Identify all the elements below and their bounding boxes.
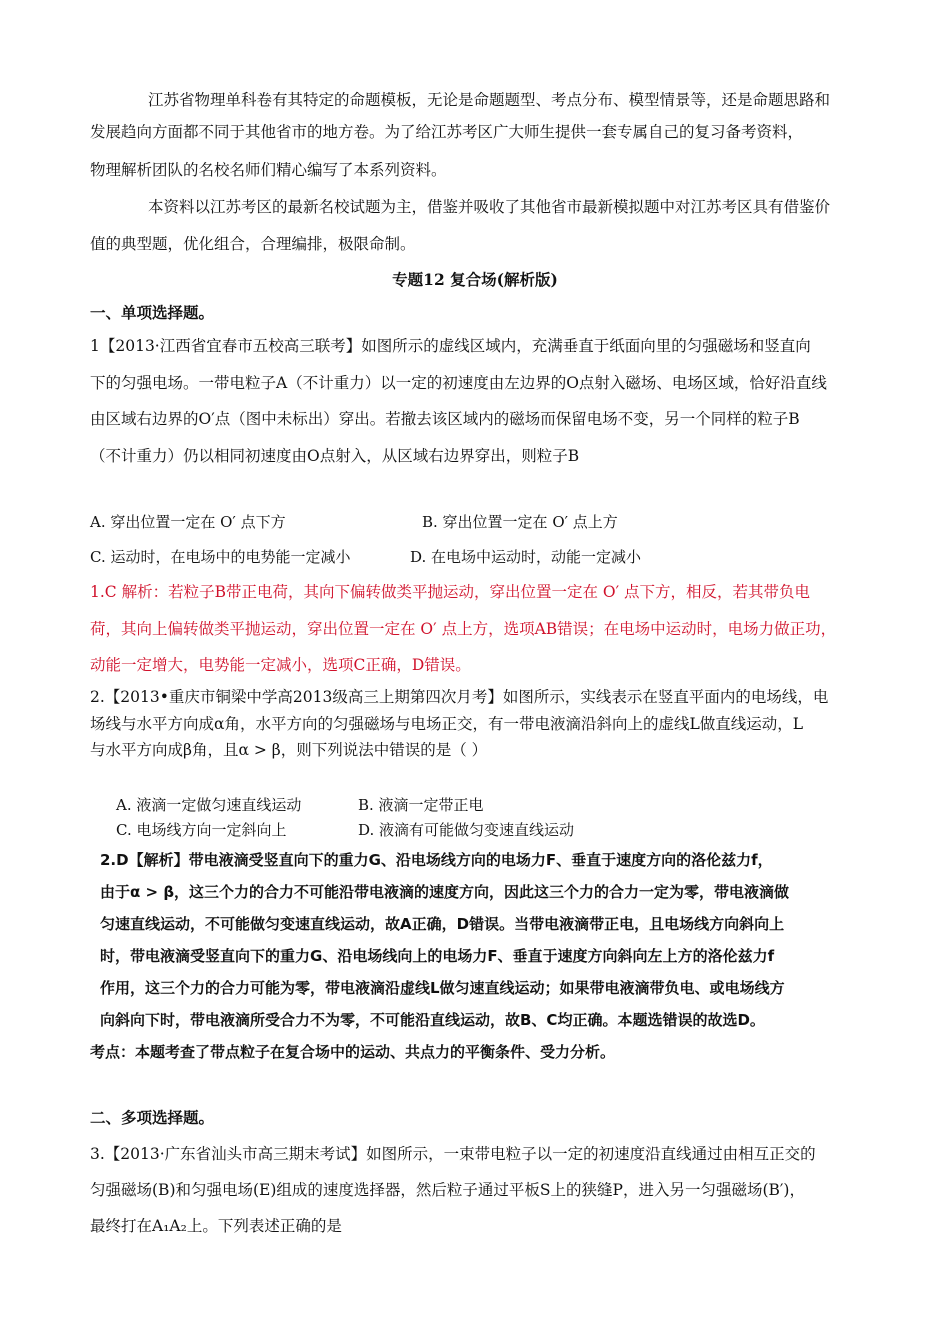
question-1-answer-line: 荷，其向上偏转做类平抛运动，穿出位置一定在 O′ 点上方，选项AB错误；在电场中运动时，电场力做正功， bbox=[90, 620, 837, 638]
question-2-option-a: A. 液滴一定做匀速直线运动 bbox=[116, 796, 302, 814]
question-2-line: 与水平方向成β角，且α > β，则下列说法中错误的是（ ） bbox=[90, 741, 488, 759]
question-3-line: 匀强磁场(B)和匀强电场(E)组成的速度选择器，然后粒子通过平板S上的狭缝P，进入另一匀强磁场(B′)， bbox=[90, 1181, 805, 1199]
intro-line: 值的典型题，优化组合，合理编排，极限命制。 bbox=[90, 235, 416, 253]
question-1-option-b: B. 穿出位置一定在 O′ 点上方 bbox=[422, 513, 618, 531]
intro-line: 物理解析团队的名校名师们精心编写了本系列资料。 bbox=[90, 161, 447, 179]
question-2-answer-line: 时，带电液滴受竖直向下的重力G、沿电场线向上的电场力F、垂直于速度方向斜向左上方的洛伦兹力f bbox=[100, 947, 775, 965]
question-2-answer-line: 匀速直线运动，不可能做匀变速直线运动，故A正确，D错误。当带电液滴带正电，且电场线方向斜向上 bbox=[100, 915, 785, 933]
question-2-option-b: B. 液滴一定带正电 bbox=[358, 796, 484, 814]
question-2-answer-line: 2.D【解析】带电液滴受竖直向下的重力G、沿电场线方向的电场力F、垂直于速度方向的洛伦兹力f， bbox=[100, 851, 773, 869]
question-1-answer-line: 动能一定增大，电势能一定减小，选项C正确，D错误。 bbox=[90, 656, 471, 674]
question-1-answer-line: 1.C 解析：若粒子B带正电荷，其向下偏转做类平抛运动，穿出位置一定在 O′ 点下方，相反，若其带负电 bbox=[90, 583, 811, 601]
intro-line: 江苏省物理单科卷有其特定的命题模板，无论是命题题型、考点分布、模型情景等，还是命题思路和 bbox=[148, 91, 831, 109]
question-1-line: （不计重力）仍以相同初速度由O点射入，从区域右边界穿出，则粒子B bbox=[90, 447, 580, 465]
question-1-line: 1【2013·江西省宜春市五校高三联考】如图所示的虚线区域内，充满垂直于纸面向里的匀强磁场和竖直向 bbox=[90, 337, 811, 355]
question-1-line: 下的匀强电场。一带电粒子A（不计重力）以一定的初速度由左边界的O点射入磁场、电场区域，恰好沿直线 bbox=[90, 374, 827, 392]
question-2-answer-line: 由于α > β，这三个力的合力不可能沿带电液滴的速度方向，因此这三个力的合力一定为零，带电液滴做 bbox=[100, 883, 790, 901]
question-2-answer-line: 作用，这三个力的合力可能为零，带电液滴沿虚线L做匀速直线运动；如果带电液滴带负电、或电场线方 bbox=[100, 979, 785, 997]
question-1-option-c: C. 运动时，在电场中的电势能一定减小 bbox=[90, 548, 351, 566]
question-2-option-c: C. 电场线方向一定斜向上 bbox=[116, 821, 287, 839]
intro-line: 发展趋向方面都不同于其他省市的地方卷。为了给江苏考区广大师生提供一套专属自己的复习备考资料， bbox=[90, 123, 804, 141]
question-2-line: 2.【2013•重庆市铜梁中学高2013级高三上期第四次月考】如图所示，实线表示在竖直平面内的电场线，电 bbox=[90, 688, 829, 706]
question-3-line: 3.【2013·广东省汕头市高三期末考试】如图所示，一束带电粒子以一定的初速度沿直线通过由相互正交的 bbox=[90, 1145, 816, 1163]
document-title: 专题12 复合场(解析版) bbox=[392, 270, 558, 289]
question-2-line: 场线与水平方向成α角，水平方向的匀强磁场与电场正交，有一带电液滴沿斜向上的虚线L做直线运动，L bbox=[90, 715, 804, 733]
question-2-answer-line: 考点：本题考查了带点粒子在复合场中的运动、共点力的平衡条件、受力分析。 bbox=[90, 1043, 616, 1061]
section-heading: 二、多项选择题。 bbox=[90, 1108, 215, 1127]
question-1-option-d: D. 在电场中运动时，动能一定减小 bbox=[410, 548, 642, 566]
section-heading: 一、单项选择题。 bbox=[90, 303, 215, 322]
intro-line: 本资料以江苏考区的最新名校试题为主，借鉴并吸收了其他省市最新模拟题中对江苏考区具有借鉴价 bbox=[148, 198, 831, 216]
question-2-option-d: D. 液滴有可能做匀变速直线运动 bbox=[358, 821, 575, 839]
question-2-answer-line: 向斜向下时，带电液滴所受合力不为零，不可能沿直线运动，故B、C均正确。本题选错误的故选D。 bbox=[100, 1011, 765, 1029]
question-1-line: 由区域右边界的O′点（图中未标出）穿出。若撤去该区域内的磁场而保留电场不变，另一个同样的粒子B bbox=[90, 410, 800, 428]
question-1-option-a: A. 穿出位置一定在 O′ 点下方 bbox=[90, 513, 286, 531]
question-3-line: 最终打在A₁A₂上。下列表述正确的是 bbox=[90, 1217, 342, 1235]
